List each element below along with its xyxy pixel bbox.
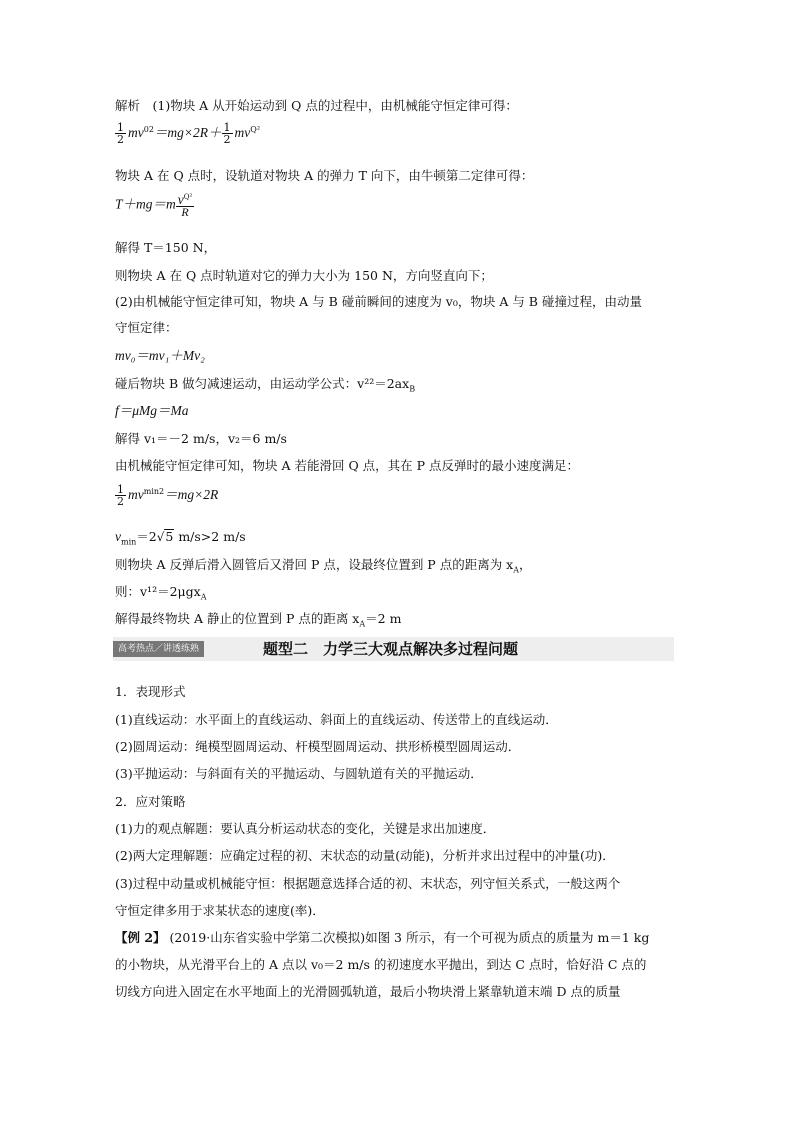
solution-line-10: 则物块 A 反弹后滑入圆管后又滑回 P 点，设最终位置到 P 点的距离为 $x_A$，: [115, 557, 532, 575]
equation-newton: T＋mg＝m $\frac{v^{Q^2}}{R}$: [115, 192, 193, 219]
solution-line-11: 则：v¹²＝2μgx$_A$: [115, 584, 207, 602]
heading-forms: 1．表现形式: [115, 684, 186, 699]
equation-energy-1: $\frac{1}{2}$ $mv^{02}=mg\times 2R+$ $\frac{1}{2}$ $mv^{Q^2}$: [117, 121, 261, 147]
solution-line-8: 解得 v₁＝－2 m/s，v₂＝6 m/s: [115, 431, 287, 446]
paragraph-force-view: (1)力的观点解题：要认真分析运动状态的变化，关键是求出加速度．: [115, 821, 496, 836]
example-line-3: 切线方向进入固定在水平地面上的光滑圆弧轨道，最后小物块滑上紧靠轨道末端 D 点的质量: [115, 984, 621, 999]
paragraph-conservation: (3)过程中动量或机械能守恒：根据题意选择合适的初、末状态，列守恒关系式，一般这两个: [115, 876, 621, 891]
paragraph-conservation-cont: 守恒定律多用于求某状态的速度(率)．: [115, 903, 325, 918]
solution-line-4: 则物块 A 在 Q 点时轨道对它的弹力大小为 150 N，方向竖直向下；: [115, 268, 493, 283]
paragraph-linear-motion: (1)直线运动：水平面上的直线运动、斜面上的直线运动、传送带上的直线运动．: [115, 712, 558, 727]
paragraph-theorems: (2)两大定理解题：应确定过程的初、末状态的动量(动能)，分析并求出过程中的冲量(功)．: [115, 848, 615, 863]
heading-strategy: 2．应对策略: [115, 794, 186, 809]
equation-momentum: mv₀＝mv₁＋Mv₂: [115, 348, 205, 363]
section-tag: 高考热点／讲透练熟: [113, 641, 204, 657]
equation-energy-2: $\frac{1}{2}$ $mv^{min2}=mg\times 2R$: [117, 483, 219, 509]
example-line-1: 【例 2】 (2019·山东省实验中学第二次模拟)如图 3 所示，有一个可视为质点的质量为 m＝1 kg: [115, 930, 650, 945]
solution-line-6: 守恒定律：: [115, 320, 178, 335]
example-label: 【例 2】: [115, 930, 166, 945]
fraction-half: $\frac{1}{2}$: [117, 483, 124, 509]
solution-line-3: 解得 T＝150 N，: [115, 240, 217, 255]
paragraph-circular-motion: (2)圆周运动：绳模型圆周运动、杆模型圆周运动、拱形桥模型圆周运动．: [115, 739, 521, 754]
example-line-2: 的小物块，从光滑平台上的 A 点以 v₀＝2 m/s 的初速度水平抛出，到达 C 点时，恰好沿 C 点的: [115, 957, 647, 972]
solution-line-2: 物块 A 在 Q 点时，设轨道对物块 A 的弹力 T 向下，由牛顿第二定律可得：: [115, 168, 534, 183]
fraction-v-over-r: $\frac{v^{Q^2}}{R}$: [177, 192, 193, 219]
equation-friction: f＝μMg＝Ma: [115, 403, 189, 418]
solution-intro: 解析 (1)物块 A 从开始运动到 Q 点的过程中，由机械能守恒定律可得：: [115, 98, 518, 113]
square-root: 5: [165, 529, 174, 544]
fraction-half: $\frac{1}{2}$: [223, 121, 231, 147]
solution-line-9: 由机械能守恒定律可知，物块 A 若能滑回 Q 点，其在 P 点反弹时的最小速度满足：: [115, 458, 580, 473]
solution-line-12: 解得最终物块 A 静止的位置到 P 点的距离 $x_A=2$ m: [115, 611, 402, 629]
section-header-band: [113, 637, 674, 661]
paragraph-projectile-motion: (3)平抛运动：与斜面有关的平抛运动、与圆轨道有关的平抛运动．: [115, 766, 483, 781]
fraction-half: $\frac{1}{2}$: [117, 121, 124, 147]
solution-line-7: 碰后物块 B 做匀减速运动，由运动学公式：$v^{22}=2ax_B$: [115, 376, 416, 394]
section-title: 题型二 力学三大观点解决多过程问题: [263, 640, 519, 658]
equation-vmin: $v_{min}=2√5$ m/s>2 m/s: [115, 529, 246, 547]
solution-line-5: (2)由机械能守恒定律可知，物块 A 与 B 碰前瞬间的速度为 v₀，物块 A 与 B 碰撞过程，由动量: [115, 294, 642, 309]
